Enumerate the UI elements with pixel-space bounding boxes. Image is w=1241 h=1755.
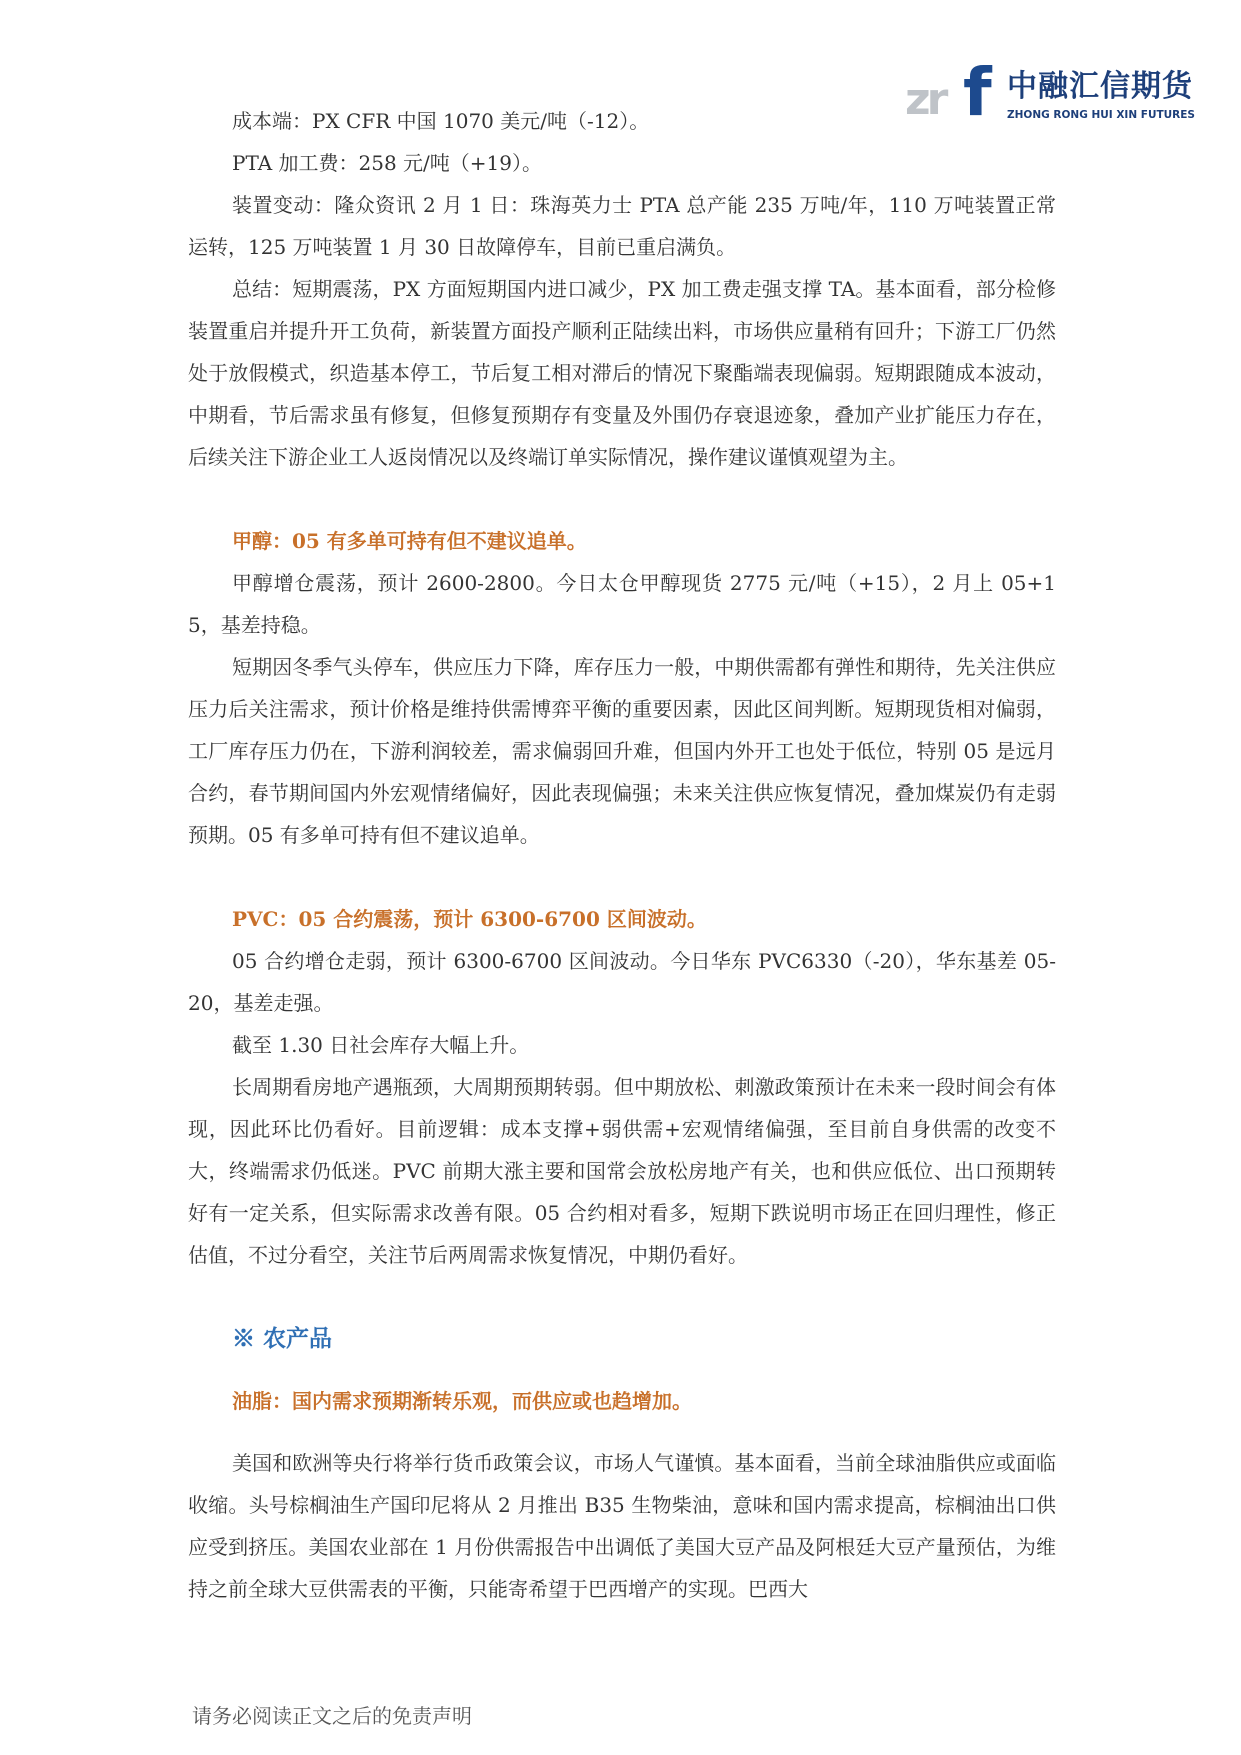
spacer	[188, 1422, 1056, 1442]
oil-heading: 油脂：国内需求预期渐转乐观，而供应或也趋增加。	[232, 1389, 692, 1413]
pta-device-change: 装置变动：隆众资讯 2 月 1 日：珠海英力士 PTA 总产能 235 万吨/年，110 万吨装置正常运转，125 万吨装置 1 月 30 日故障停车，目前已重启满负。	[188, 193, 1056, 259]
oil-paragraph-1: 美国和欧洲等央行将举行货币政策会议，市场人气谨慎。基本面看，当前全球油脂供应或面临收缩。头号棕榈油生产国印尼将从 2 月推出 B35 生物柴油，意味和国内需求提高，棕榈油出口供应受到挤压。美国农业部在 1 月份供需报告中出调低了美国大豆产品及阿根廷大豆产量预估，为维持之前全球大豆供需表的平衡，只能寄希望于巴西增产的实现。巴西大	[188, 1451, 1056, 1601]
logo-mark-zr: zr	[905, 74, 945, 125]
pta-cost: 成本端：PX CFR 中国 1070 美元/吨（-12）。	[232, 109, 650, 133]
footer-disclaimer: 请务必阅读正文之后的免责声明	[192, 1704, 472, 1728]
pvc-paragraph-3: 长周期看房地产遇瓶颈，大周期预期转弱。但中期放松、刺激政策预计在未来一段时间会有体现，因此环比仍看好。目前逻辑：成本支撑+弱供需+宏观情绪偏强，至目前自身供需的改变不大，终端需求仍低迷。PVC 前期大涨主要和国常会放松房地产有关，也和供应低位、出口预期转好有一定关系，但实际需求改善有限。05 合约相对看多，短期下跌说明市场正在回归理性，修正估值，不过分看空，关注节后两周需求恢复情况，中期仍看好。	[188, 1075, 1056, 1267]
methanol-paragraph-2: 短期因冬季气头停车，供应压力下降，库存压力一般，中期供需都有弹性和期待，先关注供应压力后关注需求，预计价格是维持供需博弈平衡的重要因素，因此区间判断。短期现货相对偏弱，工厂库存压力仍在，下游利润较差，需求偏弱回升难，但国内外开工也处于低位，特别 05 是远月合约，春节期间国内外宏观情绪偏好，因此表现偏强；未来关注供应恢复情况，叠加煤炭仍有走弱预期。05 有多单可持有但不建议追单。	[188, 655, 1056, 847]
pvc-heading: PVC：05 合约震荡，预计 6300-6700 区间波动。	[232, 907, 707, 931]
spacer	[188, 478, 1056, 520]
document-body	[188, 100, 1056, 1610]
pta-summary: 总结：短期震荡，PX 方面短期国内进口减少，PX 加工费走强支撑 TA。基本面看，部分检修装置重启并提升开工负荷，新装置方面投产顺利正陆续出料，市场供应量稍有回升；下游工厂仍然处于放假模式，织造基本停工，节后复工相对滞后的情况下聚酯端表现偏弱。短期跟随成本波动，中期看，节后需求虽有修复，但修复预期存有变量及外围仍存衰退迹象，叠加产业扩能压力存在，后续关注下游企业工人返岗情况以及终端订单实际情况，操作建议谨慎观望为主。	[188, 277, 1056, 469]
pta-processing-fee: PTA 加工费：258 元/吨（+19）。	[232, 151, 542, 175]
logo-mark-f: f	[963, 54, 992, 131]
spacer	[188, 856, 1056, 898]
methanol-heading: 甲醇：05 有多单可持有但不建议追单。	[232, 529, 587, 553]
pvc-paragraph-2: 截至 1.30 日社会库存大幅上升。	[232, 1033, 530, 1057]
spacer	[188, 1276, 1056, 1318]
logo-name-cn: 中融汇信期货	[1007, 69, 1193, 104]
methanol-paragraph-1: 甲醇增仓震荡，预计 2600-2800。今日太仓甲醇现货 2775 元/吨（+15），2 月上 05+15，基差持稳。	[188, 571, 1056, 637]
pvc-paragraph-1: 05 合约增仓走弱，预计 6300-6700 区间波动。今日华东 PVC6330（-20），华东基差 05-20，基差走强。	[188, 949, 1056, 1015]
agri-section-heading: ※ 农产品	[232, 1325, 333, 1352]
logo-name-en: ZHONG RONG HUI XIN FUTURES	[1007, 109, 1195, 121]
spacer	[188, 1360, 1056, 1380]
